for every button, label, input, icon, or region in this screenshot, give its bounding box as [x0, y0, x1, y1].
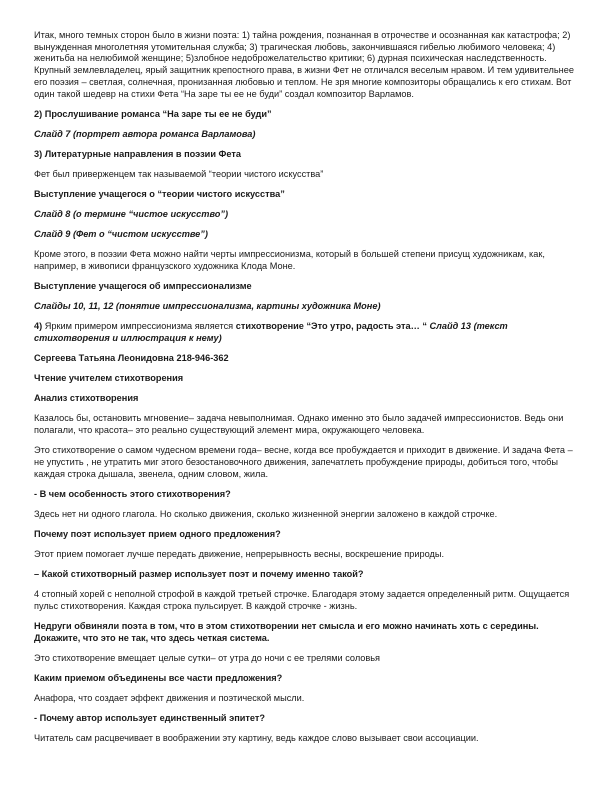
section-heading [34, 321, 582, 344]
slide-note-heading [34, 209, 582, 221]
body-paragraph [34, 549, 582, 561]
paragraph-text: Итак, много темных сторон было в жизни поэта: 1) тайна рождения, познанная в отрочестве и осознанная как катастрофа; 2) вынужденная многолетняя утомительная служба; 3) трагическая любовь, закончившаяся гибелью любимого человека; 4) женитьба на нелюбимой женщине; 5)злобное недоброжелательство критики; 6) дурная психическая наследственность. Крупный землевладелец, ярый защитник крепостного права, в жизни Фет не отличался веселым нравом. И тем удивительнее его поэзия – светлая, солнечная, пронизанная любовью и теплом. Не зря многие композиторы обращались к его стихам. Вот один такой шедевр на стихи Фета “На заре ты ее не буди” создал композитор Варламов. [34, 30, 574, 99]
section-heading [34, 569, 582, 581]
paragraph-text: - Почему автор использует единственный эпитет? [34, 712, 265, 723]
paragraph-text: Анафора, что создает эффект движения и поэтической мысли. [34, 692, 305, 703]
body-paragraph [34, 589, 582, 612]
paragraph-text: 3) Литературные направления в поэзии Фета [34, 148, 241, 159]
body-paragraph [34, 509, 582, 521]
body-paragraph [34, 445, 582, 480]
paragraph-text: Фет был приверженцем так называемой “теории чистого искусства” [34, 168, 324, 179]
section-heading [34, 621, 582, 644]
paragraph-text: 4) [34, 321, 45, 332]
paragraph-text: 2) Прослушивание романса “На заре ты ее не буди” [34, 108, 272, 119]
body-paragraph [34, 733, 582, 745]
paragraph-text: - В чем особенность этого стихотворения? [34, 488, 231, 499]
slide-note-heading [34, 301, 582, 313]
paragraph-text: – Какой стихотворный размер использует поэт и почему именно такой? [34, 569, 364, 579]
document-page [34, 30, 582, 753]
paragraph-text: Выступление учащегося об импрессионализме [34, 281, 252, 292]
section-heading [34, 281, 582, 293]
paragraph-text: Почему поэт использует прием одного предложения? [34, 528, 281, 539]
paragraph-text: Недруги обвиняли поэта в том, что в этом стихотворении нет смысла и его можно начинать хоть с середины. Докажите, что это не так, что здесь четкая система. [34, 620, 539, 643]
section-heading [34, 673, 582, 685]
paragraph-text: Ярким примером импрессионизма является [44, 321, 236, 332]
paragraph-text: Каким приемом объединены все части предложения? [34, 672, 283, 683]
section-heading [34, 529, 582, 541]
paragraph-text: Здесь нет ни одного глагола. Но сколько движения, сколько жизненной энергии заложено в каждой строчке. [34, 508, 498, 519]
paragraph-text: Сергеева Татьяна Леонидовна 218-946-362 [34, 353, 229, 364]
section-heading [34, 393, 582, 405]
section-heading [34, 109, 582, 121]
paragraph-text: Слайд 7 (портрет автора романса Варламова) [34, 128, 256, 139]
paragraph-text: Читатель сам расцвечивает в воображении эту картину, ведь каждое слово вызывает свои ассоциации. [34, 733, 479, 744]
paragraph-text: Этот прием помогает лучше передать движение, непрерывность весны, воскрешение природы. [34, 548, 445, 559]
body-paragraph [34, 693, 582, 705]
paragraph-text: Слайды 10, 11, 12 (понятие импрессионализма, картины художника Моне) [34, 301, 381, 312]
slide-note-heading [34, 229, 582, 241]
paragraph-text: 4 стопный хорей с неполной строфой в каждой третьей строчке. Благодаря этому задается определенный ритм. Ощущается пульс стихотворения. Каждая строка пульсирует. В каждой строчке - жизнь. [34, 589, 570, 611]
section-heading [34, 189, 582, 201]
paragraph-text: стихотворение “Это утро, радость эта… “ [235, 321, 430, 332]
slide-note-heading [34, 129, 582, 141]
body-paragraph [34, 249, 582, 272]
body-paragraph [34, 30, 582, 100]
section-heading [34, 489, 582, 501]
section-heading [34, 149, 582, 161]
section-heading [34, 373, 582, 385]
body-paragraph [34, 169, 582, 181]
paragraph-text: Это стихотворение вмещает целые сутки– от утра до ночи с ее трелями соловья [34, 652, 381, 663]
body-paragraph [34, 653, 582, 665]
section-heading [34, 353, 582, 365]
paragraph-text: Слайд 9 (Фет о “чистом искусстве”) [34, 229, 208, 240]
paragraph-text: Это стихотворение о самом чудесном времени года– весне, когда все пробуждается и приходит в движение. И задача Фета –не упустить , не утратить миг этого безостановочного движения, запечатлеть пробуждение природы, добиться того, чтобы каждая строка дышала, звенела, одним словом, жила. [34, 445, 573, 479]
paragraph-text: Чтение учителем стихотворения [34, 373, 184, 384]
paragraph-text: Кроме этого, в поэзии Фета можно найти черты импрессионизма, который в большей степени присущ художникам, как, например, в живописи французского художника Клода Моне. [34, 249, 545, 271]
body-paragraph [34, 413, 582, 436]
paragraph-text: Слайд 8 (о термине “чистое искусство”) [34, 209, 229, 220]
paragraph-text: Слайд 13 (текст стихотворения и иллюстрация к нему) [34, 321, 508, 343]
section-heading [34, 713, 582, 725]
paragraph-text: Казалось бы, остановить мгновение– задача невыполнимая. Однако именно это было задачей импрессионистов. Ведь они полагали, что красота– это реально существующий элемент мира, окружающего человека. [34, 413, 564, 436]
paragraph-text: Выступление учащегося о “теории чистого искусства” [34, 188, 285, 199]
paragraph-text: Анализ стихотворения [34, 393, 139, 404]
